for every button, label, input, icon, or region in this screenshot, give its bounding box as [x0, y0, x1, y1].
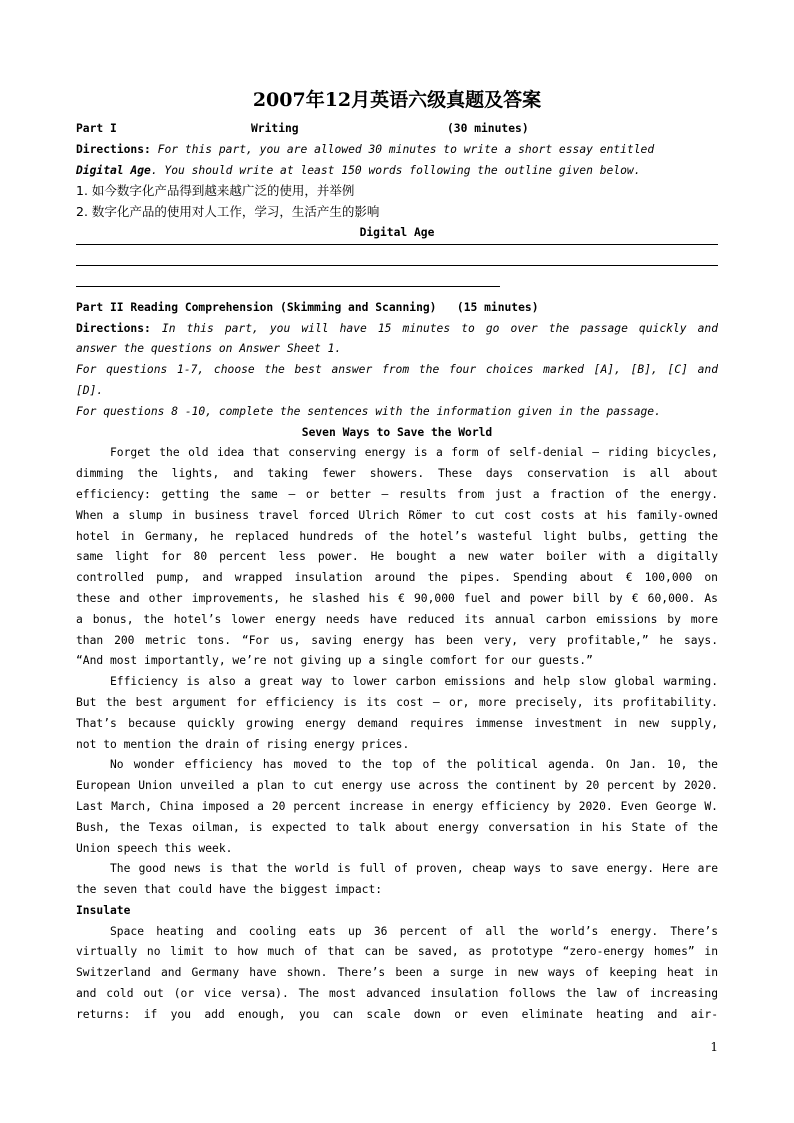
paragraph-line: efficiency: getting the same — or better — results from just a fraction of the energy. [76, 487, 718, 501]
essay-heading: Digital Age [359, 225, 435, 239]
paragraph-line: “And most importantly, we’re not giving up a single comfort for our guests.” [76, 654, 593, 668]
part2-header [76, 298, 718, 319]
paragraph-line: Switzerland and Germany have shown. There’s been a surge in new ways of keeping heat in [76, 966, 718, 980]
writing-line-2 [76, 265, 718, 286]
part1-header [76, 119, 718, 140]
writing-line-3 [76, 286, 500, 298]
paragraph-line: Forget the old idea that conserving energy is a form of self-denial — riding bicycles, [110, 446, 718, 460]
outline-item-1: 1. 如今数字化产品得到越来越广泛的使用，并举例 [76, 183, 355, 199]
part1-label: Part I [76, 122, 117, 135]
part2-directions-text: In this part, you will have 15 minutes to go over the passage quickly and [150, 321, 718, 335]
passage-title: Seven Ways to Save the World [301, 425, 493, 439]
paragraph-line: That’s because quickly growing energy demand requires immense investment in new supply, [76, 716, 718, 730]
paragraph-line: returns: if you add enough, you can scale down or even eliminate heating and air- [76, 1007, 718, 1021]
paragraph-line: a bonus, the hotel’s lower energy needs have reduced its annual carbon emissions by more [76, 612, 718, 626]
paragraph-line: Last March, China imposed a 20 percent increase in energy efficiency by 2020. Even George W. [76, 799, 718, 813]
paragraph-line: controlled pump, and wrapped insulation around the pipes. Spending about € 100,000 on [76, 571, 718, 585]
writing-line-1 [76, 244, 718, 265]
paragraph-line: The good news is that the world is full of proven, cheap ways to save energy. Here are [110, 862, 718, 876]
document-title: 2007年12月英语六级真题及答案 [252, 89, 542, 111]
paragraph-line: not to mention the drain of rising energy prices. [76, 737, 410, 751]
part2-time: (15 minutes) [456, 300, 539, 314]
part2-directions-line: For questions 1-7, choose the best answer from the four choices marked [A], [B], [C] and [76, 363, 718, 377]
paragraph-line: hotel in Germany, he replaced hundreds of the hotel’s wasteful light bulbs, getting the [76, 529, 718, 543]
part2-directions-line: answer the questions on Answer Sheet 1. [76, 342, 342, 356]
part1-directions-line-1 [76, 140, 718, 161]
paragraph-line: and cold out (or vice versa). The most advanced insulation follows the law of increasing [76, 987, 718, 1001]
part2-directions-line: For questions 8 -10, complete the sentences with the information given in the passage. [76, 404, 661, 418]
part1-directions-text-1: For this part, you are allowed 30 minutes to write a short essay entitled [157, 142, 655, 156]
part2-directions-label: Directions: [76, 321, 151, 335]
document-body [76, 119, 718, 1026]
outline-item-2: 2. 数字化产品的使用对人工作，学习，生活产生的影响 [76, 204, 380, 220]
part1-directions-text-2: . You should write at least 150 words following the outline given below. [150, 163, 641, 177]
part1-essay-title: Digital Age [76, 163, 151, 177]
paragraph-line: dimming the lights, and taking fewer showers. These days conservation is all about [76, 467, 718, 481]
paragraph-line: than 200 metric tons. “For us, saving energy has been very, very profitable,” he says. [76, 633, 718, 647]
paragraph-line: these and other improvements, he slashed his € 90,000 fuel and power bill by € 60,000. As [76, 591, 718, 605]
part1-directions-line-2 [76, 161, 718, 182]
section-subheading: Insulate [76, 903, 131, 917]
page-number: 1 [710, 1040, 718, 1054]
paragraph-line: virtually no limit to how much of that can be saved, as prototype “zero-energy homes” in [76, 945, 718, 959]
paragraph-line: Efficiency is also a great way to lower carbon emissions and help slow global warming. [110, 675, 718, 689]
part2-directions-line: [D]. [76, 383, 104, 397]
paragraph-line: same light for 80 percent less power. He bought a new water boiler with a digitally [76, 550, 718, 564]
paragraph-line: But the best argument for efficiency is its cost — or, more precisely, its profitability. [76, 695, 718, 709]
part1-time: (30 minutes) [447, 122, 529, 135]
paragraph-line: Bush, the Texas oilman, is expected to talk about energy conversation in his State of the [76, 820, 718, 834]
paragraph-line: the seven that could have the biggest impact: [76, 883, 383, 897]
part1-directions-label: Directions: [76, 142, 151, 156]
paragraph-line: Union speech this week. [76, 841, 233, 855]
paragraph-line: Space heating and cooling eats up 36 percent of all the world’s energy. There’s [110, 924, 718, 938]
part2-heading: Part II Reading Comprehension (Skimming and Scanning) [76, 300, 437, 314]
paragraph-line: When a slump in business travel forced Ulrich Römer to cut cost costs at his family-owned [76, 508, 718, 522]
part2-directions-line [76, 319, 718, 340]
part1-name: Writing [251, 122, 299, 135]
paragraph-line: No wonder efficiency has moved to the top of the political agenda. On Jan. 10, the [110, 758, 718, 772]
paragraph-line: European Union unveiled a plan to cut energy use across the continent by 20 percent by 2020. [76, 779, 718, 793]
